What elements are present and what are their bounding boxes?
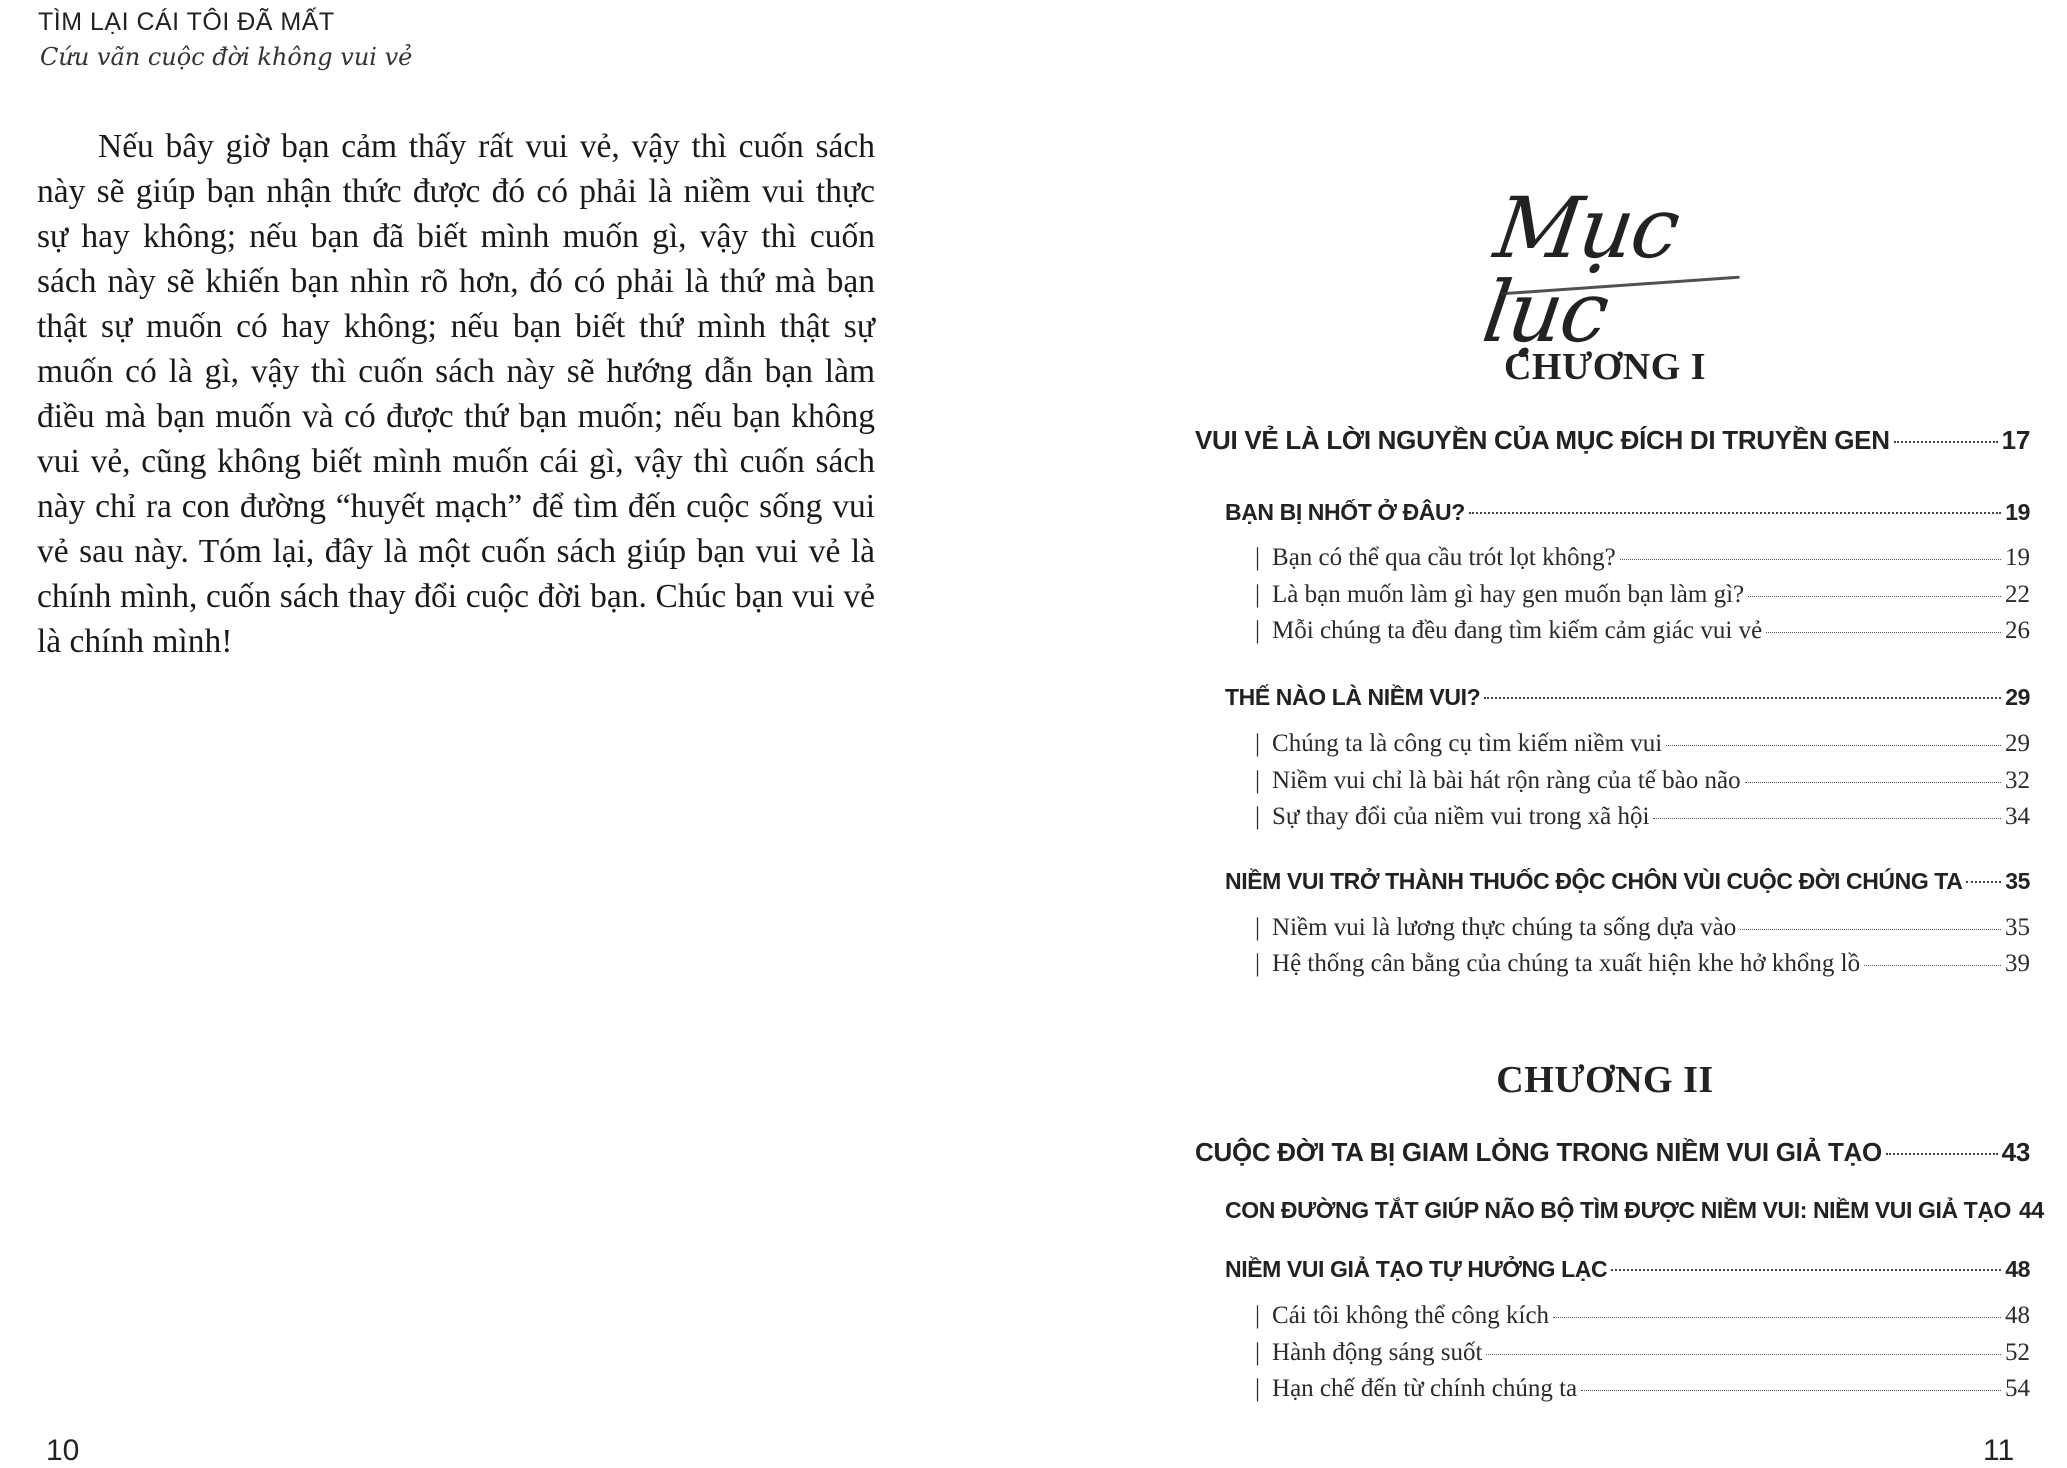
toc-entry[interactable] (1195, 425, 2030, 456)
bullet-bar: | (1255, 1339, 1261, 1366)
toc-entry[interactable] (1255, 914, 2030, 942)
toc-entry[interactable] (1225, 499, 2030, 526)
toc-entry-label: Hành động sáng suốt (1272, 1339, 1483, 1366)
toc-entry-label: Niềm vui là lương thực chúng ta sống dựa vào (1272, 914, 1737, 941)
leader-dots (1666, 745, 2001, 746)
leader-dots (1766, 632, 2001, 633)
toc-entry-page: 22 (2005, 581, 2030, 608)
leader-dots (1653, 818, 2001, 819)
toc-entry-label: Sự thay đổi của niềm vui trong xã hội (1272, 803, 1650, 830)
toc-entry[interactable] (1255, 803, 2030, 831)
bullet-bar: | (1255, 1302, 1261, 1329)
bullet-bar: | (1255, 1375, 1261, 1402)
toc-entry-page: 19 (2005, 544, 2030, 571)
bullet-bar: | (1255, 730, 1261, 757)
leader-dots (1620, 559, 2001, 560)
leader-dots (1611, 1269, 2001, 1271)
toc-entry-page: 48 (2005, 1302, 2030, 1329)
chapter-1-title: CHƯƠNG I (1503, 346, 1707, 388)
leader-dots (1740, 929, 2001, 930)
page-number-right: 11 (1983, 1434, 2015, 1467)
toc-entry-page: 29 (2005, 730, 2030, 757)
toc-entry-page: 43 (2001, 1137, 2030, 1167)
bullet-bar: | (1255, 803, 1261, 830)
toc-entry[interactable] (1225, 1197, 2044, 1224)
toc-entry-page: 35 (2005, 914, 2030, 941)
toc-entry-label: NIỀM VUI TRỞ THÀNH THUỐC ĐỘC CHÔN VÙI CUỘC ĐỜI CHÚNG TA (1225, 868, 1963, 894)
leader-dots (1484, 697, 2001, 699)
bullet-bar: | (1255, 617, 1261, 644)
toc-entry-page: 32 (2005, 767, 2030, 794)
toc-entry-label: CON ĐƯỜNG TẮT GIÚP NÃO BỘ TÌM ĐƯỢC NIỀM VUI: NIỀM VUI GIẢ TẠO (1225, 1197, 2012, 1223)
leader-dots (1886, 1153, 1998, 1155)
page-number-left: 10 (46, 1434, 80, 1467)
toc-entry[interactable] (1195, 1137, 2030, 1168)
chapter-2-title: CHƯƠNG II (1496, 1059, 1714, 1101)
leader-dots (1553, 1317, 2001, 1318)
toc-entry[interactable] (1255, 767, 2030, 795)
leader-dots (1469, 512, 2001, 514)
toc-entry-page: 17 (2001, 425, 2030, 455)
bullet-bar: | (1255, 544, 1261, 571)
running-title: TÌM LẠI CÁI TÔI ĐÃ MẤT (38, 8, 335, 36)
toc-entry-label: Niềm vui chỉ là bài hát rộn ràng của tế bào não (1272, 767, 1741, 794)
leader-dots (1894, 441, 1998, 443)
bullet-bar: | (1255, 914, 1261, 941)
toc-entry[interactable] (1255, 1339, 2030, 1367)
toc-entry[interactable] (1255, 1302, 2030, 1330)
toc-entry-label: BẠN BỊ NHỐT Ở ĐÂU? (1225, 499, 1465, 525)
leader-dots (1486, 1354, 2001, 1355)
toc-entry[interactable] (1225, 868, 2030, 895)
leader-dots (1581, 1390, 2001, 1391)
toc-entry-label: Mỗi chúng ta đều đang tìm kiếm cảm giác vui vẻ (1272, 617, 1763, 644)
toc-entry-page: 29 (2005, 684, 2030, 710)
toc-entry-label: Cái tôi không thể công kích (1272, 1302, 1550, 1329)
toc-entry-page: 52 (2005, 1339, 2030, 1366)
toc-entry[interactable] (1225, 1256, 2030, 1283)
toc-entry-label: Hệ thống cân bằng của chúng ta xuất hiện khe hở khổng lồ (1272, 950, 1861, 977)
bullet-bar: | (1255, 581, 1261, 608)
toc-heading: Mục lục (1477, 179, 1684, 361)
leader-dots (1864, 965, 2001, 966)
toc-entry[interactable] (1255, 950, 2030, 978)
toc-entry-page: 19 (2005, 499, 2030, 525)
toc-entry[interactable] (1255, 544, 2030, 572)
toc-entry[interactable] (1255, 730, 2030, 758)
toc-entry-page: 48 (2005, 1256, 2030, 1282)
toc-entry-label: VUI VẺ LÀ LỜI NGUYỀN CỦA MỤC ĐÍCH DI TRUYỀN GEN (1195, 425, 1890, 455)
toc-entry-label: CUỘC ĐỜI TA BỊ GIAM LỎNG TRONG NIỀM VUI GIẢ TẠO (1195, 1137, 1882, 1167)
toc-entry[interactable] (1255, 1375, 2030, 1403)
toc-entry-label: Hạn chế đến từ chính chúng ta (1272, 1375, 1578, 1402)
bullet-bar: | (1255, 767, 1261, 794)
leader-dots (1748, 596, 2001, 597)
toc-entry[interactable] (1255, 617, 2030, 645)
toc-entry-page: 26 (2005, 617, 2030, 644)
toc-entry-label: THẾ NÀO LÀ NIỀM VUI? (1225, 684, 1481, 710)
toc-entry-page: 39 (2005, 950, 2030, 977)
toc-entry-page: 35 (2005, 868, 2030, 894)
toc-entry-label: Là bạn muốn làm gì hay gen muốn bạn làm gì? (1272, 581, 1745, 608)
toc-entry-label: Chúng ta là công cụ tìm kiếm niềm vui (1272, 730, 1663, 757)
toc-entry[interactable] (1225, 684, 2030, 711)
toc-entry-page: 34 (2005, 803, 2030, 830)
toc-entry-page: 44 (2019, 1197, 2044, 1223)
toc-entry-label: NIỀM VUI GIẢ TẠO TỰ HƯỞNG LẠC (1225, 1256, 1608, 1282)
bullet-bar: | (1255, 950, 1261, 977)
toc-entry-page: 54 (2005, 1375, 2030, 1402)
running-subtitle: Cứu vãn cuộc đời không vui vẻ (40, 43, 413, 71)
body-paragraph: Nếu bây giờ bạn cảm thấy rất vui vẻ, vậy thì cuốn sách này sẽ giúp bạn nhận thức được đó có phải là niềm vui thực sự hay không; nếu bạn đã biết mình muốn gì, vậy thì cuốn sách này sẽ khiến bạn nhìn rõ hơn, đó có phải là thứ mà bạn thật sự muốn có hay không; nếu bạn biết thứ mình thật sự muốn có là gì, vậy thì cuốn sách này sẽ hướng dẫn bạn làm điều mà bạn muốn và có được thứ bạn muốn; nếu bạn không vui vẻ, cũng không biết mình muốn cái gì, vậy thì cuốn sách này chỉ ra con đường “huyết mạch” để tìm đến cuộc sống vui vẻ sau này. Tóm lại, đây là một cuốn sách giúp bạn vui vẻ là chính mình, cuốn sách thay đổi cuộc đời bạn. Chúc bạn vui vẻ là chính mình! (37, 128, 875, 660)
leader-dots (1745, 782, 2001, 783)
leader-dots (1966, 881, 2001, 883)
toc-entry-label: Bạn có thể qua cầu trót lọt không? (1272, 544, 1616, 571)
toc-entry[interactable] (1255, 581, 2030, 609)
